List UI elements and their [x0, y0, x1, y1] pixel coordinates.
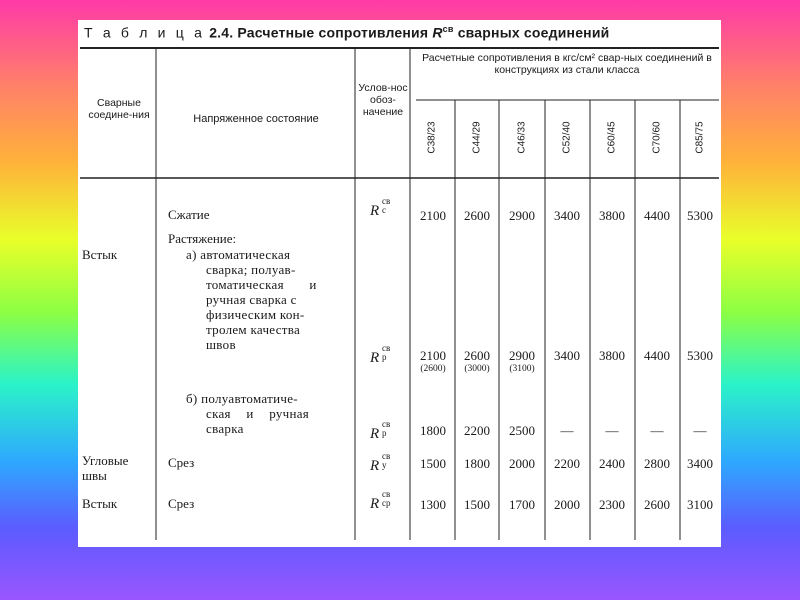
cell-butt-shear-c60: 2300	[599, 497, 625, 512]
title-symbol: R	[432, 24, 443, 41]
steel-class-c70: С70/60	[651, 121, 663, 154]
cell-fillet-shear-c52: 2200	[554, 456, 580, 471]
cell-fillet-shear-c44: 1800	[464, 456, 490, 471]
title-main: 2.4. Расчетные сопротивления	[209, 24, 429, 41]
joint-butt-2: Встык	[82, 496, 118, 511]
state-semi-b1: б) полуавтоматиче-	[186, 391, 298, 406]
state-semi-b3: сварка	[206, 421, 244, 436]
header-symbol: Услов-нос обоз-начение	[358, 82, 408, 118]
cell-tension-b-c85: —	[693, 423, 707, 438]
state-auto-a4: ручная сварка с	[206, 292, 297, 307]
cell-fillet-shear-c85: 3400	[687, 456, 713, 471]
header-stress: Напряженное состояние	[193, 113, 319, 125]
cell-tension-b-c60: —	[605, 423, 619, 438]
cell-compression-c38: 2100	[420, 208, 446, 223]
cell-tension-b-c38: 1800	[420, 423, 446, 438]
cell-compression-c52: 3400	[554, 208, 580, 223]
state-auto-a7: швов	[206, 337, 236, 352]
cell-fillet-shear-c38: 1500	[420, 456, 446, 471]
cell-tension-a-c70: 4400	[644, 348, 670, 363]
cell-tension-a-c52: 3400	[554, 348, 580, 363]
state-semi-b2: ская и ручная	[206, 406, 310, 421]
symbol-r-p-semi: R св р	[370, 419, 391, 442]
cell-tension-a-c85: 5300	[687, 348, 713, 363]
steel-class-c46: С46/33	[516, 121, 528, 154]
cell-tension-a-c46: 2900	[509, 348, 535, 363]
symbol-r-cp: R св ср	[370, 489, 391, 512]
table-sheet	[78, 20, 721, 547]
joint-fillet-line2: швы	[82, 468, 107, 483]
steel-class-c38: С38/23	[426, 121, 438, 154]
state-compression: Сжатие	[168, 207, 210, 222]
cell-tension-a-c60: 3800	[599, 348, 625, 363]
title-prefix: Т а б л и ц а	[84, 24, 206, 41]
cell-compression-c85: 5300	[687, 208, 713, 223]
cell-fillet-shear-c46: 2000	[509, 456, 535, 471]
state-auto-a6: тролем качества	[206, 322, 301, 337]
steel-class-c52: С52/40	[561, 121, 573, 154]
state-shear-butt: Срез	[168, 496, 195, 511]
cell-tension-a-paren-c46: (3100)	[509, 364, 535, 374]
state-auto-a5: физическим кон-	[206, 307, 305, 322]
cell-butt-shear-c46: 1700	[509, 497, 535, 512]
symbol-r-y: R св у	[370, 451, 391, 474]
title-suffix: сварных соединений	[457, 24, 610, 41]
cell-butt-shear-c85: 3100	[687, 497, 713, 512]
state-auto-a1: а) автоматическая	[186, 247, 291, 262]
joint-fillet-line1: Угловые	[82, 453, 129, 468]
cell-tension-b-c46: 2500	[509, 423, 535, 438]
symbol-r-p-auto: R св р	[370, 343, 391, 366]
cell-fillet-shear-c60: 2400	[599, 456, 625, 471]
cell-tension-b-c44: 2200	[464, 423, 490, 438]
cell-tension-a-c38: 2100	[420, 348, 446, 363]
cell-compression-c44: 2600	[464, 208, 490, 223]
state-auto-a3: томатическая и	[206, 277, 317, 292]
cell-butt-shear-c52: 2000	[554, 497, 580, 512]
cell-tension-a-paren-c38: (2600)	[420, 364, 446, 374]
cell-compression-c46: 2900	[509, 208, 535, 223]
header-resistance: Расчетные сопротивления в кгс/см² свар-ных соединений в конструкциях из стали класса	[422, 52, 712, 76]
state-tension: Растяжение:	[168, 231, 237, 246]
state-auto-a2: сварка; полуав-	[206, 262, 296, 277]
cell-tension-b-c70: —	[650, 423, 664, 438]
cell-butt-shear-c70: 2600	[644, 497, 670, 512]
cell-tension-a-c44: 2600	[464, 348, 490, 363]
symbol-r-c: R св с	[370, 196, 391, 219]
cell-compression-c70: 4400	[644, 208, 670, 223]
cell-tension-a-paren-c44: (3000)	[464, 364, 490, 374]
steel-class-c44: С44/29	[471, 121, 483, 154]
cell-butt-shear-c44: 1500	[464, 497, 490, 512]
joint-butt: Встык	[82, 247, 118, 262]
cell-butt-shear-c38: 1300	[420, 497, 446, 512]
title-sup: св	[442, 24, 454, 34]
steel-class-c60: С60/45	[606, 121, 618, 154]
cell-compression-c60: 3800	[599, 208, 625, 223]
header-joints: Сварные соедине-ния	[88, 97, 150, 121]
cell-fillet-shear-c70: 2800	[644, 456, 670, 471]
cell-tension-b-c52: —	[560, 423, 574, 438]
steel-class-c85: С85/75	[694, 121, 706, 154]
state-shear-fillet: Срез	[168, 455, 195, 470]
